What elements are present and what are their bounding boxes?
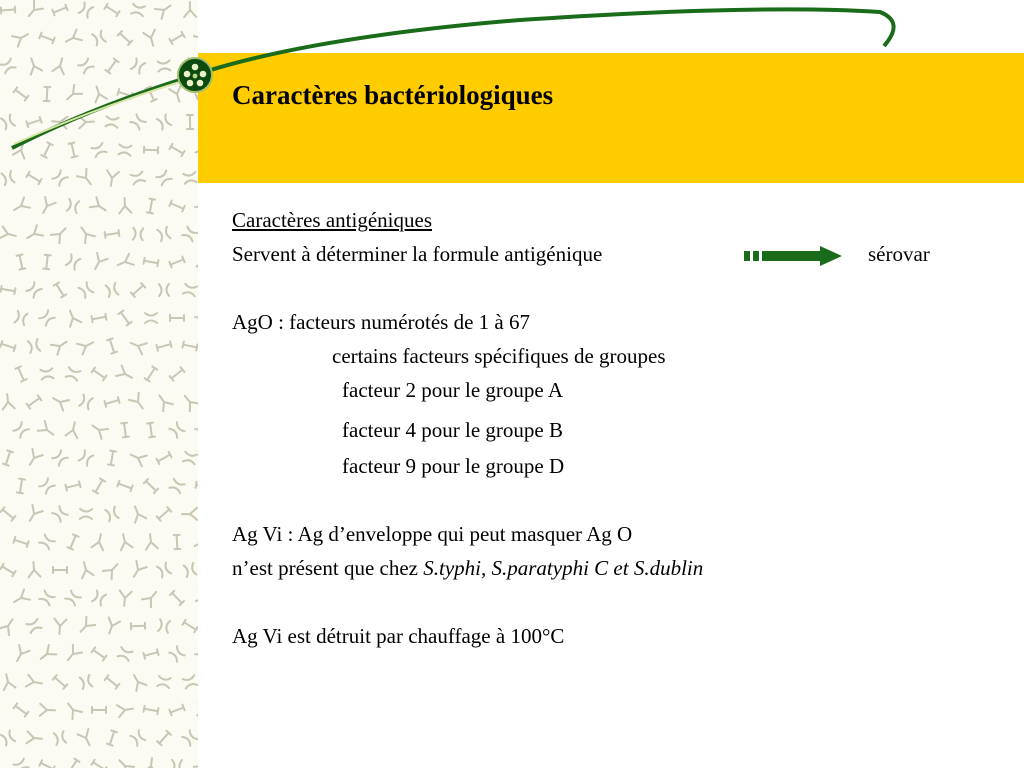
pattern-glyph bbox=[80, 675, 93, 689]
factor-group-b: facteur 4 pour le groupe B bbox=[342, 418, 564, 442]
pattern-glyph bbox=[52, 506, 68, 522]
pattern-glyph bbox=[27, 395, 42, 408]
pattern-glyph bbox=[92, 314, 107, 322]
ago-line: AgO : facteurs numérotés de 1 à 67 bbox=[232, 310, 530, 334]
pattern-glyph bbox=[26, 282, 41, 298]
pattern-glyph bbox=[104, 4, 119, 17]
pattern-glyph bbox=[93, 478, 105, 493]
pattern-glyph bbox=[144, 258, 159, 266]
pattern-glyph bbox=[182, 227, 197, 242]
pattern-glyph bbox=[129, 504, 146, 522]
pattern-glyph bbox=[67, 759, 80, 768]
pattern-glyph bbox=[25, 449, 43, 468]
pattern-glyph bbox=[130, 730, 145, 746]
pattern-glyph bbox=[131, 283, 145, 297]
pattern-glyph bbox=[156, 171, 172, 186]
pattern-glyph bbox=[156, 341, 171, 350]
pattern-glyph bbox=[52, 5, 67, 16]
pattern-glyph bbox=[197, 704, 198, 717]
pattern-glyph bbox=[119, 198, 132, 214]
pattern-glyph bbox=[131, 172, 145, 185]
pattern-glyph bbox=[11, 197, 30, 215]
pattern-glyph bbox=[53, 675, 68, 689]
pattern-glyph bbox=[92, 590, 106, 605]
pattern-glyph bbox=[26, 56, 42, 74]
pattern-glyph bbox=[76, 224, 94, 243]
pattern-glyph bbox=[131, 623, 145, 629]
pattern-glyph bbox=[169, 646, 184, 662]
pattern-glyph bbox=[182, 730, 197, 746]
pattern-glyph bbox=[40, 368, 53, 379]
pattern-glyph bbox=[65, 481, 80, 490]
pattern-glyph bbox=[78, 282, 93, 298]
pattern-glyph bbox=[11, 589, 30, 607]
pattern-glyph bbox=[108, 451, 116, 466]
pattern-glyph bbox=[187, 115, 193, 129]
pattern-glyph bbox=[105, 170, 119, 187]
pattern-glyph bbox=[0, 673, 15, 690]
pattern-glyph bbox=[39, 310, 55, 325]
pattern-glyph bbox=[115, 254, 133, 271]
pattern-glyph bbox=[50, 393, 69, 411]
pattern-glyph bbox=[66, 367, 81, 380]
right-arrow-icon bbox=[744, 245, 844, 267]
pattern-glyph bbox=[157, 562, 171, 577]
pattern-glyph bbox=[196, 482, 198, 490]
pattern-glyph bbox=[194, 756, 198, 768]
pattern-glyph bbox=[0, 341, 15, 351]
pattern-glyph bbox=[130, 114, 146, 129]
pattern-glyph bbox=[2, 171, 15, 185]
pattern-glyph bbox=[169, 32, 184, 44]
pattern-glyph bbox=[66, 421, 81, 438]
pattern-glyph bbox=[174, 535, 181, 549]
pattern-glyph bbox=[118, 311, 131, 326]
pattern-glyph bbox=[156, 452, 171, 464]
pattern-glyph bbox=[128, 337, 146, 354]
pattern-glyph bbox=[147, 199, 155, 214]
pattern-glyph bbox=[89, 421, 108, 439]
pattern-glyph bbox=[90, 253, 108, 272]
presence-prefix: n’est présent que chez bbox=[232, 556, 424, 580]
pattern-glyph bbox=[133, 228, 144, 241]
pattern-glyph bbox=[144, 533, 158, 549]
pattern-glyph bbox=[169, 705, 184, 716]
pattern-glyph bbox=[183, 57, 198, 74]
pattern-glyph bbox=[157, 507, 172, 521]
pattern-glyph bbox=[157, 731, 171, 745]
pattern-glyph bbox=[63, 645, 82, 664]
pattern-glyph bbox=[92, 647, 107, 660]
pattern-glyph bbox=[184, 2, 196, 17]
pattern-glyph bbox=[52, 115, 68, 128]
pattern-glyph bbox=[0, 59, 15, 74]
pattern-glyph bbox=[78, 729, 95, 748]
pattern-glyph bbox=[104, 617, 120, 635]
decorative-side-pattern bbox=[0, 0, 198, 768]
pattern-glyph bbox=[145, 313, 157, 323]
pattern-glyph bbox=[28, 339, 40, 353]
pattern-glyph bbox=[53, 567, 67, 573]
pattern-glyph bbox=[105, 116, 118, 127]
pattern-glyph bbox=[39, 760, 54, 768]
pattern-glyph bbox=[104, 397, 119, 407]
pattern-glyph bbox=[195, 646, 198, 661]
pattern-glyph bbox=[145, 366, 158, 381]
pattern-glyph bbox=[170, 315, 184, 321]
pattern-glyph bbox=[197, 255, 198, 269]
pattern-glyph bbox=[26, 117, 41, 127]
pattern-glyph bbox=[44, 87, 51, 101]
title-band bbox=[198, 53, 1024, 183]
pattern-glyph bbox=[184, 563, 197, 577]
pattern-glyph bbox=[117, 89, 132, 99]
pattern-glyph bbox=[79, 450, 94, 465]
pattern-glyph bbox=[64, 308, 81, 326]
pattern-glyph bbox=[79, 116, 95, 129]
pattern-glyph bbox=[1, 393, 15, 409]
pattern-glyph bbox=[13, 422, 29, 438]
slide-title: Caractères bactériologiques bbox=[232, 80, 554, 110]
pattern-glyph bbox=[15, 366, 26, 381]
pattern-glyph bbox=[38, 421, 57, 440]
pattern-glyph bbox=[91, 85, 107, 103]
pattern-glyph bbox=[39, 591, 54, 606]
pattern-glyph bbox=[143, 30, 159, 48]
pattern-glyph bbox=[158, 619, 170, 633]
pattern-glyph bbox=[195, 422, 198, 438]
pattern-glyph bbox=[158, 60, 171, 71]
pattern-glyph bbox=[117, 533, 132, 550]
pattern-glyph bbox=[169, 86, 185, 104]
pattern-glyph bbox=[1, 7, 15, 14]
pattern-glyph bbox=[103, 560, 122, 579]
pattern-glyph bbox=[17, 479, 25, 494]
pattern-glyph bbox=[183, 172, 196, 184]
pattern-glyph bbox=[26, 619, 41, 633]
pattern-glyph bbox=[117, 703, 134, 717]
pattern-glyph bbox=[1, 507, 16, 520]
pattern-glyph bbox=[68, 534, 79, 549]
pattern-glyph bbox=[79, 2, 93, 17]
pattern-glyph bbox=[0, 616, 17, 635]
pattern-glyph bbox=[194, 29, 198, 47]
pattern-glyph bbox=[144, 757, 158, 768]
pattern-glyph bbox=[115, 756, 134, 768]
pattern-glyph bbox=[180, 392, 198, 411]
section-heading: Caractères antigéniques bbox=[232, 208, 432, 232]
pattern-glyph bbox=[40, 704, 55, 717]
pattern-glyph bbox=[154, 392, 172, 411]
pattern-glyph bbox=[52, 450, 68, 465]
pattern-glyph bbox=[14, 703, 29, 716]
pattern-glyph bbox=[183, 675, 198, 688]
side-pattern-graphic bbox=[0, 0, 198, 768]
pattern-glyph bbox=[25, 505, 43, 524]
pattern-glyph bbox=[13, 537, 28, 547]
presence-line bbox=[232, 553, 703, 584]
pattern-glyph bbox=[77, 169, 96, 188]
pattern-glyph bbox=[92, 31, 106, 46]
pattern-glyph bbox=[169, 479, 184, 493]
pattern-glyph bbox=[129, 561, 147, 580]
pattern-glyph bbox=[38, 197, 56, 216]
pattern-glyph bbox=[14, 87, 29, 100]
pattern-glyph bbox=[196, 591, 198, 604]
pattern-glyph bbox=[131, 58, 145, 73]
pattern-glyph bbox=[147, 423, 155, 438]
pattern-glyph bbox=[144, 479, 158, 493]
pattern-glyph bbox=[63, 700, 82, 719]
pattern-glyph bbox=[169, 257, 184, 268]
pattern-glyph bbox=[142, 588, 161, 607]
pattern-glyph bbox=[65, 590, 81, 605]
pattern-glyph bbox=[92, 368, 107, 381]
pattern-glyph bbox=[107, 730, 117, 745]
serovar-label: sérovar bbox=[868, 242, 930, 266]
pattern-glyph bbox=[121, 423, 129, 438]
pattern-glyph bbox=[43, 255, 50, 270]
pattern-glyph bbox=[76, 617, 95, 636]
pattern-glyph bbox=[157, 114, 171, 129]
pattern-glyph bbox=[52, 57, 68, 75]
pattern-glyph bbox=[169, 201, 184, 212]
pattern-glyph bbox=[69, 143, 78, 158]
pattern-glyph bbox=[63, 85, 82, 104]
pattern-glyph bbox=[128, 449, 147, 466]
pattern-glyph bbox=[12, 29, 31, 47]
pattern-glyph bbox=[106, 283, 119, 297]
pattern-glyph bbox=[41, 142, 53, 157]
pattern-glyph bbox=[118, 590, 132, 606]
pattern-glyph bbox=[24, 225, 43, 243]
pattern-glyph bbox=[105, 675, 120, 688]
factor-group-d: facteur 9 pour le groupe D bbox=[342, 454, 565, 478]
pattern-glyph bbox=[13, 140, 29, 158]
pattern-glyph bbox=[54, 282, 67, 297]
pattern-glyph bbox=[129, 393, 148, 412]
pattern-glyph bbox=[118, 647, 133, 661]
factor-group-a: facteur 2 pour le groupe A bbox=[342, 378, 564, 402]
destroyed-line: Ag Vi est détruit par chauffage à 100°C bbox=[232, 624, 565, 648]
ago-subline: certains facteurs spécifiques de groupes bbox=[332, 344, 666, 368]
pattern-glyph bbox=[182, 620, 197, 633]
pattern-glyph bbox=[26, 172, 41, 184]
pattern-glyph bbox=[172, 760, 182, 768]
pattern-glyph bbox=[194, 365, 198, 384]
pattern-glyph bbox=[105, 230, 120, 238]
pattern-glyph bbox=[27, 562, 40, 578]
pattern-glyph bbox=[116, 365, 135, 383]
pattern-glyph bbox=[79, 395, 93, 410]
pattern-glyph bbox=[107, 338, 117, 353]
pattern-glyph bbox=[90, 197, 109, 215]
agvi-line: Ag Vi : Ag d’enveloppe qui peut masquer Ag O bbox=[232, 522, 633, 546]
pattern-glyph bbox=[92, 707, 106, 713]
pattern-glyph bbox=[15, 311, 28, 325]
pattern-glyph bbox=[0, 226, 17, 241]
pattern-glyph bbox=[183, 452, 197, 465]
pattern-glyph bbox=[91, 143, 106, 157]
pattern-glyph bbox=[159, 284, 169, 296]
pattern-glyph bbox=[195, 310, 198, 326]
pattern-glyph bbox=[39, 33, 54, 44]
pattern-glyph bbox=[0, 564, 15, 576]
pattern-glyph bbox=[157, 676, 171, 688]
pattern-glyph bbox=[131, 4, 145, 16]
pattern-glyph bbox=[27, 731, 43, 744]
pattern-glyph bbox=[143, 649, 158, 658]
pattern-glyph bbox=[1, 730, 15, 745]
pattern-glyph bbox=[144, 706, 159, 714]
pattern-glyph bbox=[63, 29, 82, 47]
pattern-glyph bbox=[39, 534, 55, 549]
pattern-glyph bbox=[80, 509, 92, 519]
pattern-glyph bbox=[170, 591, 184, 605]
pattern-glyph bbox=[195, 532, 198, 551]
pattern-glyph bbox=[53, 619, 66, 635]
pattern-glyph bbox=[17, 255, 26, 270]
pattern-glyph bbox=[105, 59, 118, 74]
pattern-glyph bbox=[1, 286, 16, 294]
pattern-glyph bbox=[170, 367, 185, 380]
pattern-glyph bbox=[26, 675, 43, 690]
pattern-glyph bbox=[169, 144, 184, 156]
pattern-glyph bbox=[155, 1, 174, 19]
pattern-glyph bbox=[54, 731, 66, 745]
pattern-glyph bbox=[78, 58, 94, 73]
pattern-glyph bbox=[144, 147, 158, 153]
pattern-glyph bbox=[118, 31, 132, 45]
pattern-glyph bbox=[12, 645, 30, 664]
pattern-glyph bbox=[1, 115, 15, 130]
pattern-glyph bbox=[77, 337, 96, 355]
pattern-glyph bbox=[105, 507, 118, 522]
pattern-glyph bbox=[3, 450, 13, 465]
pattern-glyph bbox=[129, 672, 147, 691]
pattern-glyph bbox=[67, 199, 79, 213]
pattern-glyph bbox=[24, 1, 43, 20]
pattern-glyph bbox=[194, 199, 198, 213]
pattern-glyph bbox=[182, 508, 197, 520]
pattern-glyph bbox=[169, 422, 184, 438]
pattern-glyph bbox=[183, 342, 198, 351]
pattern-glyph bbox=[91, 760, 106, 768]
pattern-glyph bbox=[157, 227, 170, 242]
pattern-glyph bbox=[66, 254, 80, 269]
pattern-glyph bbox=[183, 284, 197, 296]
pattern-glyph bbox=[145, 86, 156, 101]
pattern-glyph bbox=[117, 481, 132, 491]
pattern-glyph bbox=[52, 170, 68, 186]
pattern-glyph bbox=[91, 533, 106, 550]
serve-line: Servent à déterminer la formule antigénique bbox=[232, 242, 603, 266]
species-list: S.typhi, S.paratyphi C et S.dublin bbox=[423, 556, 704, 580]
pattern-glyph bbox=[13, 759, 28, 768]
pattern-glyph bbox=[51, 337, 70, 355]
pattern-glyph bbox=[119, 144, 132, 155]
pattern-glyph bbox=[39, 478, 55, 493]
pattern-glyph bbox=[37, 645, 56, 664]
pattern-glyph bbox=[78, 561, 93, 579]
pattern-glyph bbox=[51, 224, 70, 243]
